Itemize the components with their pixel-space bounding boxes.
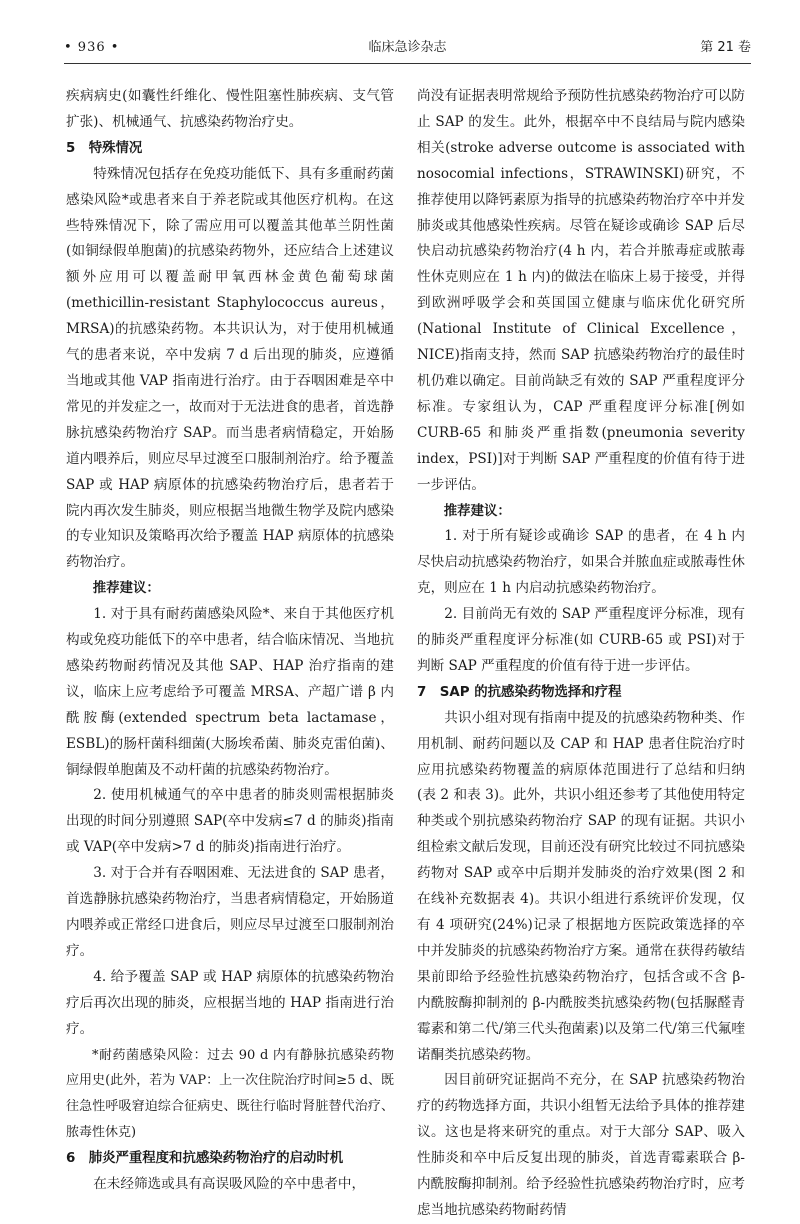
section-heading: 6 肺炎严重程度和抗感染药物治疗的启动时机	[66, 1151, 344, 1167]
paragraph: 2. 使用机械通气的卒中患者的肺炎则需根据肺炎出现的时间分别遵照 SAP(卒中发病≤7 d 的肺炎)指南或 VAP(卒中发病>7 d 的肺炎)指南进行治疗。	[66, 787, 394, 856]
running-header	[64, 38, 751, 60]
volume-label: 第 21 卷	[700, 40, 751, 55]
paragraph: 尚没有证据表明常规给予预防性抗感染药物治疗可以防止 SAP 的发生。此外，根据卒中不良结局与院内感染相关(stroke adverse outcome is associated with nosocomial infections，STRAWINSKI)研究，不推荐使用以降钙素原为指导的抗感染药物治疗卒中并发肺炎或其他感染性疾病。尽管在疑诊或确诊 SAP 后尽快启动抗感染药物治疗(4 h 内，若合并脓毒症或脓毒性休克则应在 1 h 内)的做法在临床上易于接受，并得到欧洲呼吸学会和英国国立健康与临床优化研究所(National Institute of Clinical Excellence，NICE)指南支持，然而 SAP 抗感染药物治疗的最佳时机仍难以确定。目前尚缺乏有效的 SAP 严重程度评分标准。专家组认为，CAP 严重程度评分标准[例如 CURB-65 和肺炎严重指数(pneumonia severity index，PSI)]对于判断 SAP 严重程度的价值有待于进一步评估。	[417, 88, 745, 493]
section-heading: 5 特殊情况	[66, 140, 143, 156]
right-column	[417, 84, 745, 1218]
recommendation-label: 推荐建议：	[443, 503, 511, 519]
paragraph: 3. 对于合并有吞咽困难、无法进食的 SAP 患者，首选静脉抗感染药物治疗，当患者病情稳定，开始肠道内喂养或正常经口进食后，则应尽早过渡至口服制剂治疗。	[66, 865, 394, 959]
paragraph: 疾病病史(如囊性纤维化、慢性阻塞性肺疾病、支气管扩张)、机械通气、抗感染药物治疗史。	[66, 88, 394, 130]
journal-title: 临床急诊杂志	[368, 40, 447, 55]
section-heading: 7 SAP 的抗感染药物选择和疗程	[417, 684, 622, 700]
paragraph: 2. 目前尚无有效的 SAP 严重程度评分标准，现有的肺炎严重程度评分标准(如 CURB-65 或 PSI)对于判断 SAP 严重程度的价值有待于进一步评估。	[417, 606, 745, 674]
paragraph: 特殊情况包括存在免疫功能低下、具有多重耐药菌感染风险*或患者来自于养老院或其他医疗机构。在这些特殊情况下，除了需应用可以覆盖其他革兰阴性菌(如铜绿假单胞菌)的抗感染药物外，还应结合上述建议额外应用可以覆盖耐甲氧西林金黄色葡萄球菌(methicillin-resistant Staphylococcus aureus，MRSA)的抗感染药物。本共识认为，对于使用机械通气的患者来说，卒中发病 7 d 后出现的肺炎，应遵循当地或其他 VAP 指南进行治疗。由于吞咽困难是卒中常见的并发症之一，故而对于无法进食的患者，首选静脉抗感染药物治疗 SAP。而当患者病情稳定，开始肠道内喂养后，则应尽早过渡至口服制剂治疗。给予覆盖 SAP 或 HAP 病原体的抗感染药物治疗后，患者若于院内再次发生肺炎，则应根据当地微生物学及院内感染的专业知识及策略再次给予覆盖 HAP 病原体的抗感染药物治疗。	[66, 165, 394, 571]
paragraph: 1. 对于具有耐药菌感染风险*、来自于其他医疗机构或免疫功能低下的卒中患者，结合临床情况、当地抗感染药物耐药情况及其他 SAP、HAP 治疗指南的建议，临床上应考虑给予可覆盖 MRSA、产超广谱 β 内酰胺酶(extended spectrum beta lactamase，ESBL)的肠杆菌科细菌(大肠埃希菌、肺炎克雷伯菌)、铜绿假单胞菌及不动杆菌的抗感染药物治疗。	[66, 606, 394, 778]
paragraph: 共识小组对现有指南中提及的抗感染药物种类、作用机制、耐药问题以及 CAP 和 HAP 患者住院治疗时应用抗感染药物覆盖的病原体范围进行了总结和归纳(表 2 和表 3)。此外，共识小组还参考了其他使用特定种类或个别抗感染药物治疗 SAP 的现有证据。共识小组检索文献后发现，目前还没有研究比较过不同抗感染药物对 SAP 或卒中后期并发肺炎的治疗效果(图 2 和在线补充数据表 4)。共识小组进行系统评价发现，仅有 4 项研究(24%)记录了根据地方医院政策选择的卒中并发肺炎的抗感染药物治疗方案。通常在获得药敏结果前即给予经验性抗感染药物治疗，包括含或不含 β-内酰胺酶抑制剂的 β-内酰胺类抗感染药物(包括脲醛青霉素和第二代/第三代头孢菌素)以及第二代/第三代氟喹诺酮类抗感染药物。	[417, 709, 745, 1063]
left-column	[66, 84, 394, 1193]
footnote: *耐药菌感染风险：过去 90 d 内有静脉抗感染药物应用史(此外，若为 VAP：上一次住院治疗时间≥5 d、既往急性呼吸窘迫综合征病史、既往行临时肾脏替代治疗、脓毒性休克)	[66, 1047, 394, 1141]
paragraph: 在未经筛选或具有高误吸风险的卒中患者中，	[93, 1176, 366, 1193]
page-number: • 936 •	[64, 40, 120, 55]
paragraph: 1. 对于所有疑诊或确诊 SAP 的患者，在 4 h 内尽快启动抗感染药物治疗，如果合并脓血症或脓毒性休克，则应在 1 h 内启动抗感染药物治疗。	[417, 528, 745, 597]
paragraph: 因目前研究证据尚不充分，在 SAP 抗感染药物治疗的药物选择方面，共识小组暂无法给予具体的推荐建议。这也是将来研究的重点。对于大部分 SAP、吸入性肺炎和卒中后反复出现的肺炎，首选青霉素联合 β-内酰胺酶抑制剂。给予经验性抗感染药物治疗时，应考虑当地抗感染药物耐药情	[417, 1072, 745, 1218]
recommendation-label: 推荐建议：	[92, 581, 160, 597]
header-rule	[64, 63, 751, 64]
paragraph: 4. 给予覆盖 SAP 或 HAP 病原体的抗感染药物治疗后再次出现的肺炎，应根据当地的 HAP 指南进行治疗。	[66, 968, 394, 1037]
